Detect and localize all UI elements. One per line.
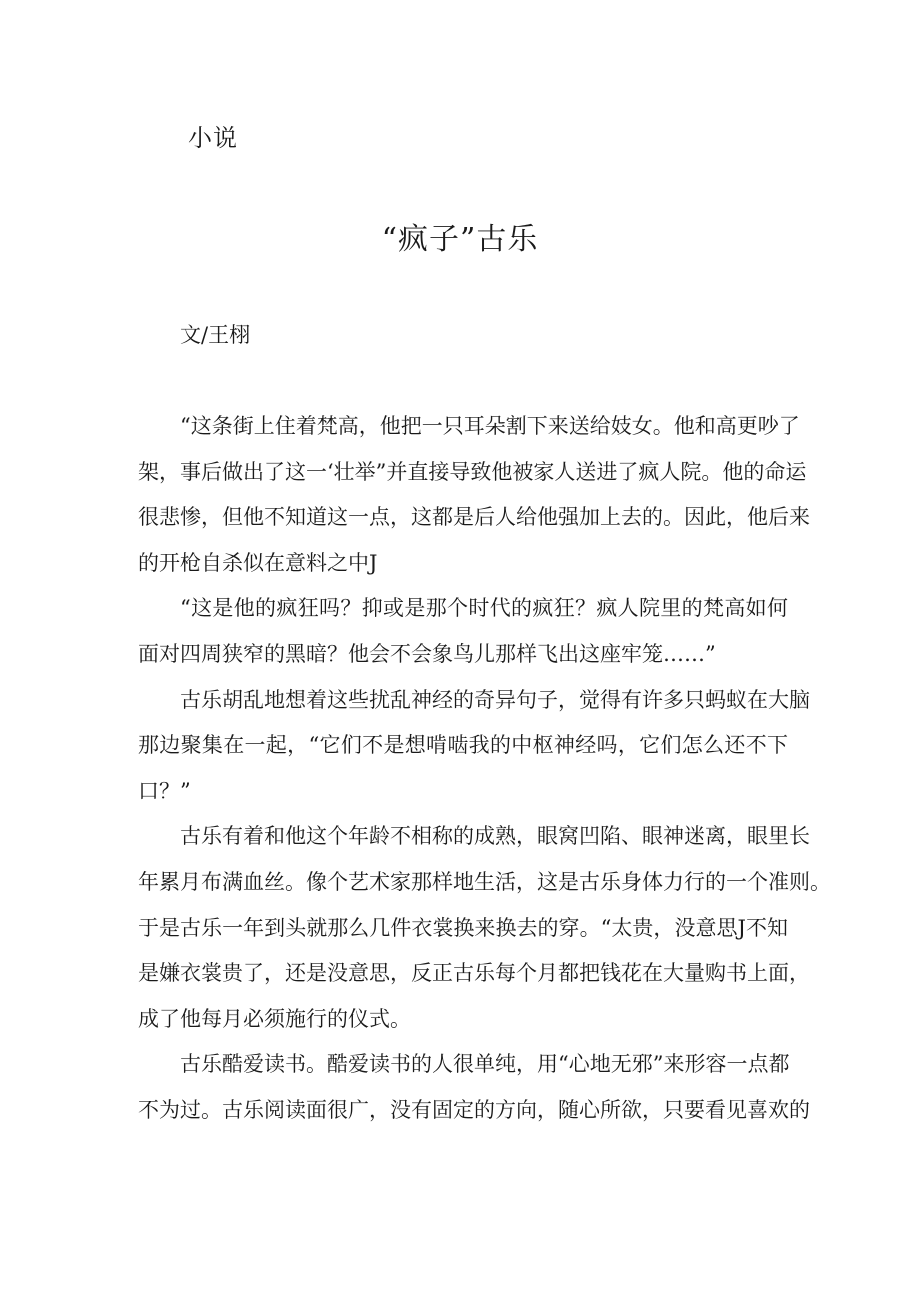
article-title: “疯子”古乐	[381, 222, 539, 257]
text-line: “这条街上住着梵高，他把一只耳朵割下来送给妓女。他和高更吵了	[180, 414, 800, 438]
author-byline: 文/王栩	[180, 323, 251, 347]
text-line: 是嫌衣裳贵了，还是没意思，反正古乐每个月都把钱花在大量购书上面，	[138, 961, 810, 986]
paragraph	[138, 1042, 810, 1133]
category-label: 小说	[188, 124, 238, 152]
text-line: 架，事后做出了这一‘壮举”并直接导致他被家人送进了疯人院。他的命运	[138, 459, 807, 484]
article-body	[138, 404, 831, 1134]
text-line: 面对四周狭窄的黑暗？他会不会象鸟儿那样飞出这座牢笼……”	[138, 641, 716, 666]
text-line: 古乐有着和他这个年龄不相称的成熟，眼窝凹陷、眼神迷离，眼里长	[180, 824, 810, 849]
text-line: 很悲惨，但他不知道这一点，这都是后人给他强加上去的。因此，他后来	[138, 505, 810, 530]
text-line: 口？”	[138, 778, 191, 803]
text-line: “这是他的疯狂吗？抑或是那个时代的疯狂？疯人院里的梵高如何	[180, 596, 788, 621]
text-line: 年累月布满血丝。像个艺术家那样地生活，这是古乐身体力行的一个准则。	[138, 869, 831, 894]
text-line: 那边聚集在一起，“它们不是想啃啮我的中枢神经吗，它们怎么还不下	[138, 733, 788, 758]
text-line: 的开枪自杀似在意料之中J	[138, 550, 378, 575]
text-line: 古乐胡乱地想着这些扰乱神经的奇异句子，觉得有许多只蚂蚁在大脑	[180, 687, 810, 712]
text-line: 古乐酷爱读书。酷爱读书的人很单纯，用“心地无邪”来形容一点都	[180, 1052, 790, 1077]
text-line: 于是古乐一年到头就那么几件衣裳换来换去的穿。“太贵，没意思J不知	[138, 915, 788, 940]
paragraph	[138, 404, 810, 586]
text-line: 不为过。古乐阅读面很广，没有固定的方向，随心所欲，只要看见喜欢的	[138, 1097, 810, 1122]
paragraph	[138, 586, 788, 677]
text-line: 成了他每月必须施行的仪式。	[138, 1006, 411, 1031]
paragraph	[138, 678, 810, 815]
paragraph	[138, 814, 831, 1042]
